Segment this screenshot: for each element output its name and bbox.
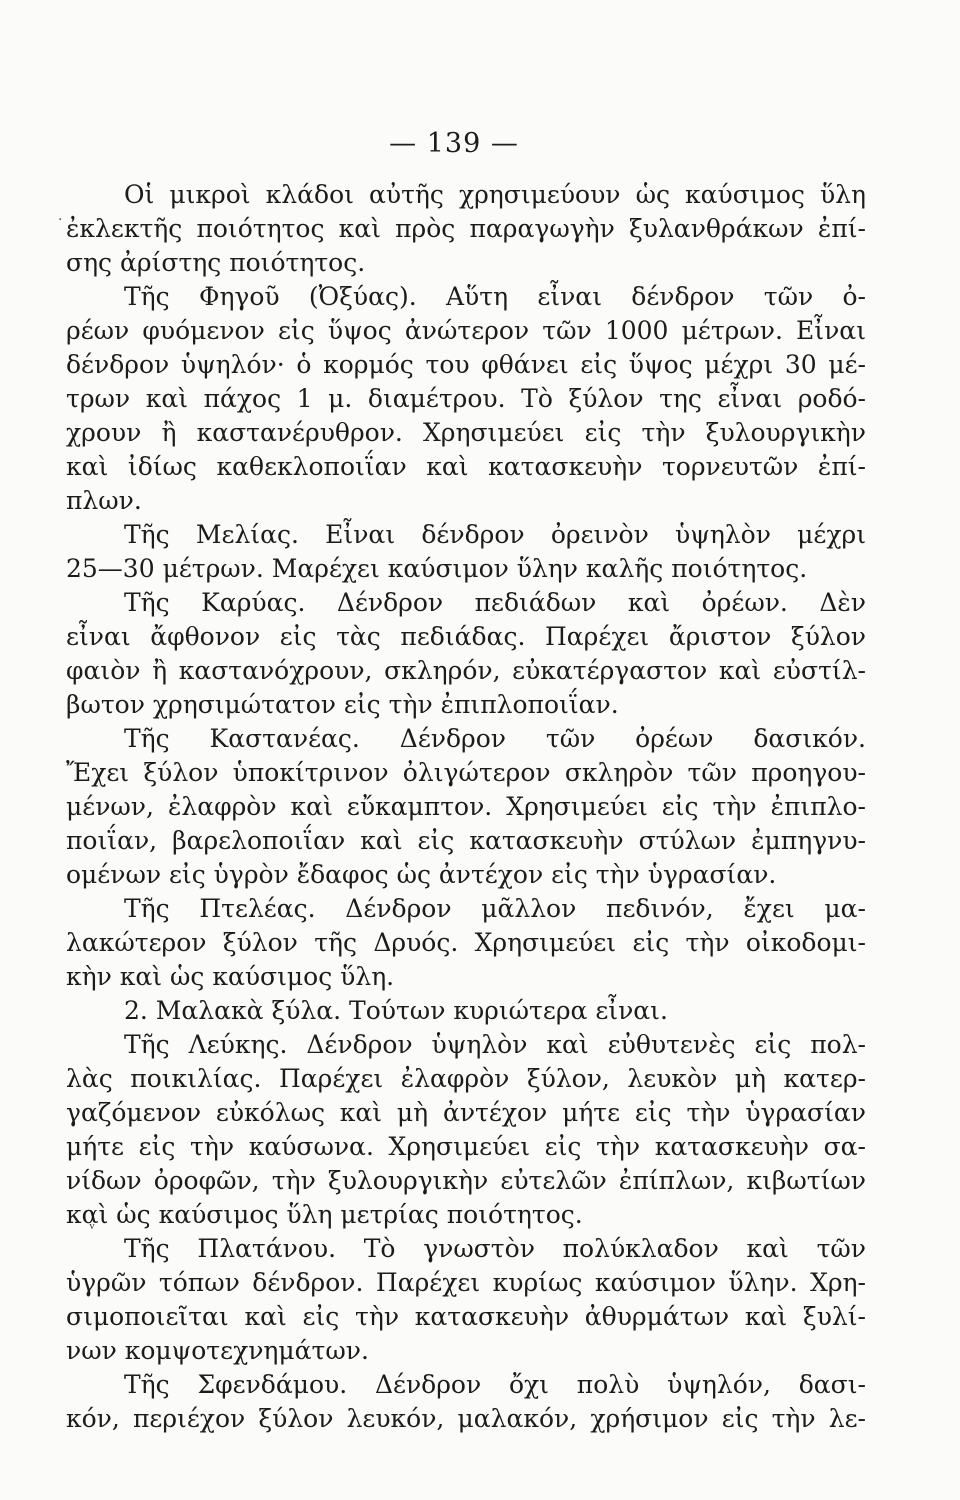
- text-line: Τῆς Φηγοῦ (Ὀξύας). Αὕτη εἶναι δένδρον τῶν ὀ-: [124, 282, 866, 311]
- text-line: ἐκλεκτῆς ποιότητος καὶ πρὸς παραγωγὴν ξυλανθράκων ἐπί-: [66, 214, 866, 243]
- text-line: ομένων εἰς ὑγρὸν ἔδαφος ὡς ἀντέχον εἰς τὴν ὑγρασίαν.: [66, 860, 777, 889]
- text-line: Τῆς Λεύκης. Δένδρον ὑψηλὸν καὶ εὐθυτενὲς εἰς πολ-: [124, 1030, 866, 1059]
- page-number: — 139 —: [389, 128, 519, 159]
- text-line: μένων, ἐλαφρὸν καὶ εὔκαμπτον. Χρησιμεύει εἰς τὴν ἐπιπλο-: [66, 792, 866, 821]
- text-line: βωτον χρησιμώτατον εἰς τὴν ἐπιπλοποιΐαν.: [66, 690, 619, 719]
- text-line: λὰς ποικιλίας. Παρέχει ἐλαφρὸν ξύλον, λευκὸν μὴ κατερ-: [66, 1064, 866, 1093]
- text-line: 2. Μαλακὰ ξύλα. Τούτων κυριώτερα εἶναι.: [124, 996, 668, 1025]
- text-line: ποιΐαν, βαρελοποιΐαν καὶ εἰς κατασκευὴν στύλων ἐμπηγνυ-: [66, 826, 866, 855]
- text-line: δένδρον ὑψηλόν· ὁ κορμός του φθάνει εἰς ὕψος μέχρι 30 μέ-: [66, 350, 866, 379]
- text-line: χρουν ἢ καστανέρυθρον. Χρησιμεύει εἰς τὴν ξυλουργικὴν: [66, 418, 866, 447]
- text-line: 25—30 μέτρων. Μαρέχει καύσιμον ὕλην καλῆς ποιότητος.: [66, 554, 808, 583]
- text-line: τρων καὶ πάχος 1 μ. διαμέτρου. Τὸ ξύλον της εἶναι ροδό-: [66, 384, 866, 413]
- text-line: ρέων φυόμενον εἰς ὕψος ἀνώτερον τῶν 1000 μέτρων. Εἶναι: [66, 316, 866, 345]
- margin-dot: ·: [58, 212, 63, 228]
- text-line: Τῆς Πλατάνου. Τὸ γνωστὸν πολύκλαδον καὶ τῶν: [124, 1234, 866, 1263]
- text-line: Οἱ μικροὶ κλάδοι αὐτῆς χρησιμεύουν ὡς καύσιμος ὕλη: [124, 180, 866, 209]
- text-line: νων κομψοτεχνημάτων.: [66, 1336, 369, 1365]
- text-line: λακώτερον ξύλον τῆς Δρυός. Χρησιμεύει εἰς τὴν οἰκοδομι-: [66, 928, 866, 957]
- text-line: καὶ ἰδίως καθεκλοποιΐαν καὶ κατασκευὴν τορνευτῶν ἐπί-: [66, 452, 866, 481]
- text-line: νίδων ὀροφῶν, τὴν ξυλουργικὴν εὐτελῶν ἐπίπλων, κιβωτίων: [66, 1166, 866, 1195]
- text-line: καὶ ὡς καύσιμος ὕλη μετρίας ποιότητος.: [66, 1200, 583, 1229]
- text-line: σης ἀρίστης ποιότητος.: [66, 248, 366, 277]
- text-line: κὴν καὶ ὡς καύσιμος ὕλη.: [66, 962, 395, 991]
- text-line: Τῆς Πτελέας. Δένδρον μᾶλλον πεδινόν, ἔχει μα-: [124, 894, 866, 923]
- text-line: Ἔχει ξύλον ὑποκίτρινον ὀλιγώτερον σκληρὸν τῶν προηγου-: [66, 758, 866, 787]
- text-line: μήτε εἰς τὴν καύσωνα. Χρησιμεύει εἰς τὴν κατασκευὴν σα-: [66, 1132, 866, 1161]
- text-line: Τῆς Καρύας. Δένδρον πεδιάδων καὶ ὀρέων. Δὲν: [124, 588, 866, 617]
- text-line: εἶναι ἄφθονον εἰς τὰς πεδιάδας. Παρέχει ἄριστον ξύλον: [66, 622, 866, 651]
- text-line: πλων.: [66, 486, 142, 515]
- text-line: Τῆς Μελίας. Εἶναι δένδρον ὀρεινὸν ὑψηλὸν μέχρι: [124, 520, 866, 549]
- text-line: Τῆς Σφενδάμου. Δένδρον ὄχι πολὺ ὑψηλόν, δασι-: [124, 1370, 866, 1399]
- text-line: γαζόμενον εὐκόλως καὶ μὴ ἀντέχον μήτε εἰς τὴν ὑγρασίαν: [66, 1098, 866, 1127]
- text-line: Τῆς Καστανέας. Δένδρον τῶν ὀρέων δασικόν.: [124, 724, 866, 753]
- text-line: φαιὸν ἢ καστανόχρουν, σκληρόν, εὐκατέργαστον καὶ εὐστίλ-: [66, 656, 866, 685]
- text-line: σιμοποιεῖται καὶ εἰς τὴν κατασκευὴν ἀθυρμάτων καὶ ξυλί-: [66, 1302, 866, 1331]
- text-line: κόν, περιέχον ξύλον λευκόν, μαλακόν, χρήσιμον εἰς τὴν λε-: [66, 1404, 866, 1433]
- body-text: [66, 178, 866, 1436]
- text-line: ὑγρῶν τόπων δένδρον. Παρέχει κυρίως καύσιμον ὕλην. Χρη-: [66, 1268, 866, 1297]
